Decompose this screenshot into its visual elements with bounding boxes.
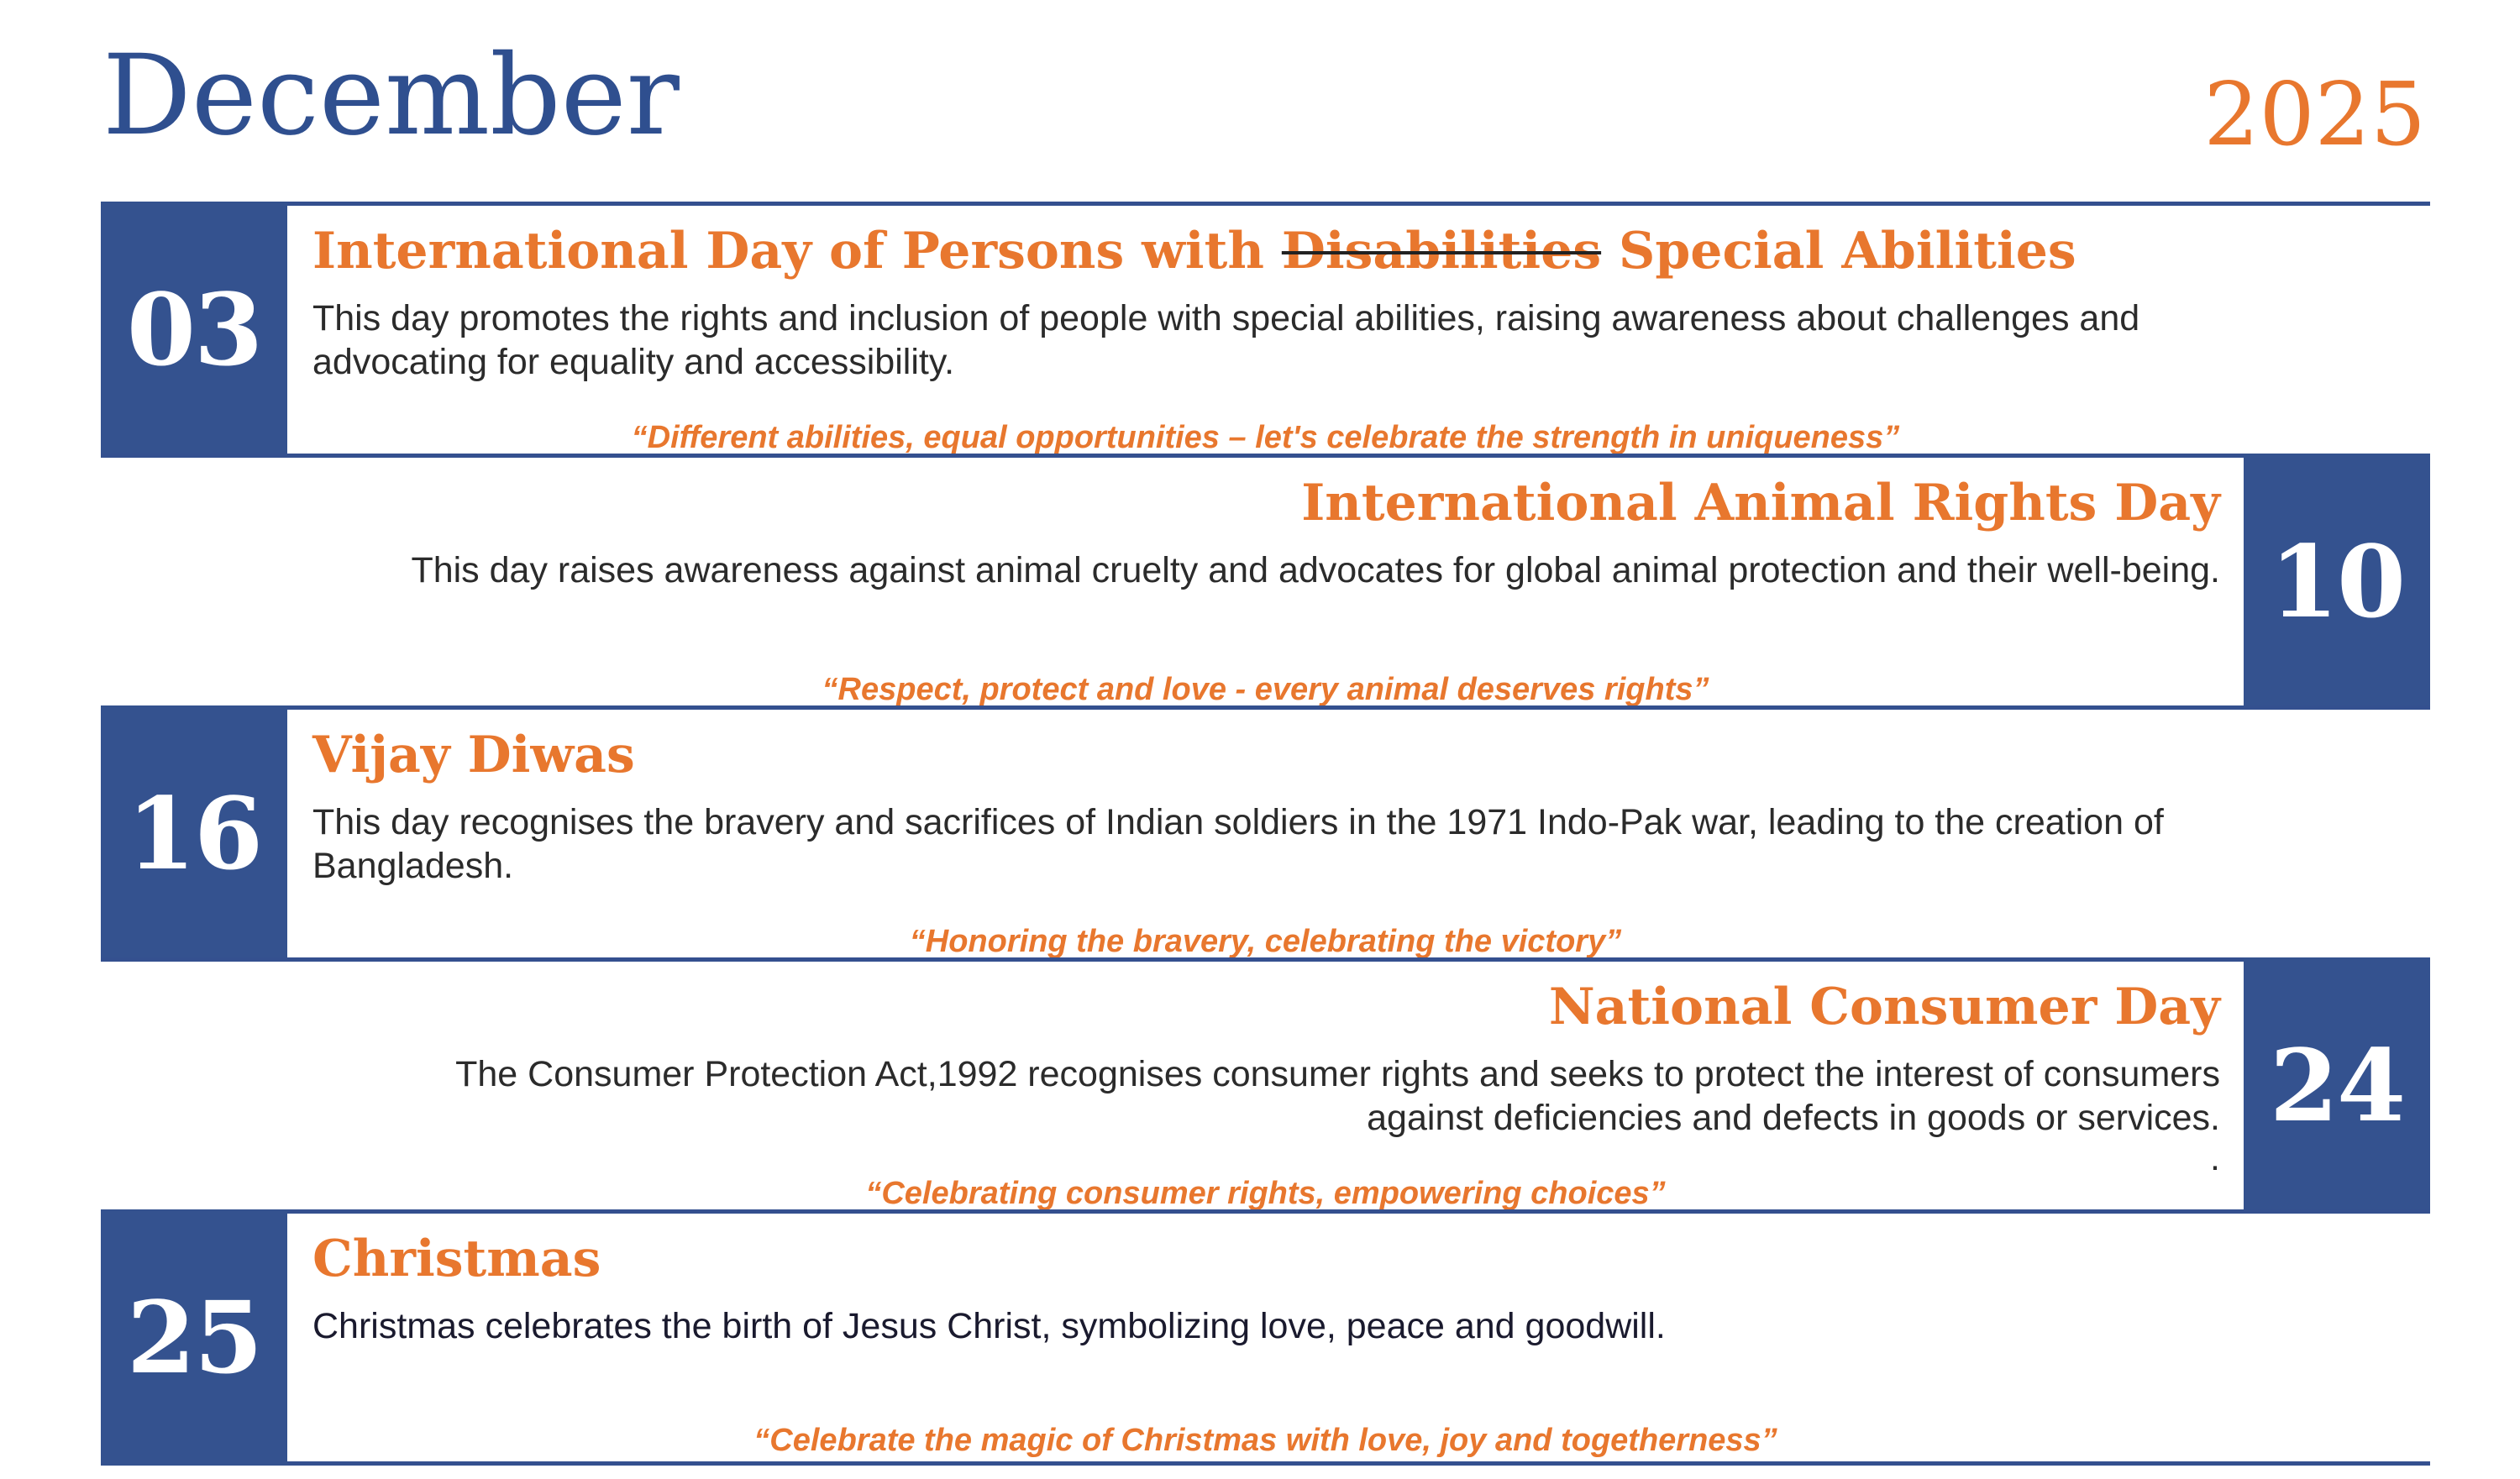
year-label: 2025 (2203, 63, 2426, 165)
event-title (312, 221, 2076, 281)
month-title: December (102, 31, 680, 160)
title-text-replacement: Special Abilities (1601, 222, 2076, 281)
event-title: Vijay Diwas (312, 726, 635, 784)
title-text: International Day of Persons with (312, 222, 1282, 281)
struck-word: Disabilities (1281, 222, 1602, 281)
event-description: This day raises awareness against animal cruelty and advocates for global animal protection and their well-being. (411, 550, 2220, 590)
event-row-16 (101, 705, 2430, 957)
date-box: 25 (101, 1209, 287, 1466)
event-title: International Animal Rights Day (1301, 474, 2220, 532)
event-row-25 (101, 1209, 2430, 1466)
trailing-mark: . (2210, 1138, 2220, 1178)
event-description: This day recognises the bravery and sacrifices of Indian soldiers in the 1971 Indo-Pak war, leading to the creation of Bangladesh. (312, 802, 2164, 886)
event-quote: “Different abilities, equal opportunities – let's celebrate the strength in uniqueness” (631, 420, 1900, 455)
event-row-03 (101, 202, 2430, 454)
event-row-10 (101, 454, 2430, 705)
date-box: 16 (101, 705, 287, 962)
event-quote: “Celebrate the magic of Christmas with love, joy and togetherness” (753, 1423, 1777, 1458)
date-box: 03 (101, 202, 287, 458)
event-quote: “Honoring the bravery, celebrating the victory” (909, 924, 1622, 959)
event-description: This day promotes the rights and inclusion of people with special abilities, raising awareness about challenges and advocating for equality and accessibility. (312, 298, 2140, 382)
event-title: National Consumer Day (1548, 978, 2220, 1036)
event-quote: “Celebrating consumer rights, empowering choices” (865, 1176, 1666, 1211)
date-box: 10 (2244, 454, 2430, 710)
event-description: The Consumer Protection Act,1992 recognises consumer rights and seeks to protect the interest of consumers against deficiencies and defects in goods or services. (455, 1054, 2220, 1138)
date-box: 24 (2244, 957, 2430, 1214)
event-quote: “Respect, protect and love - every animal deserves rights” (822, 672, 1709, 707)
event-title: Christmas (312, 1230, 601, 1288)
event-description: Christmas celebrates the birth of Jesus Christ, symbolizing love, peace and goodwill. (312, 1306, 1666, 1346)
event-row-24 (101, 957, 2430, 1209)
